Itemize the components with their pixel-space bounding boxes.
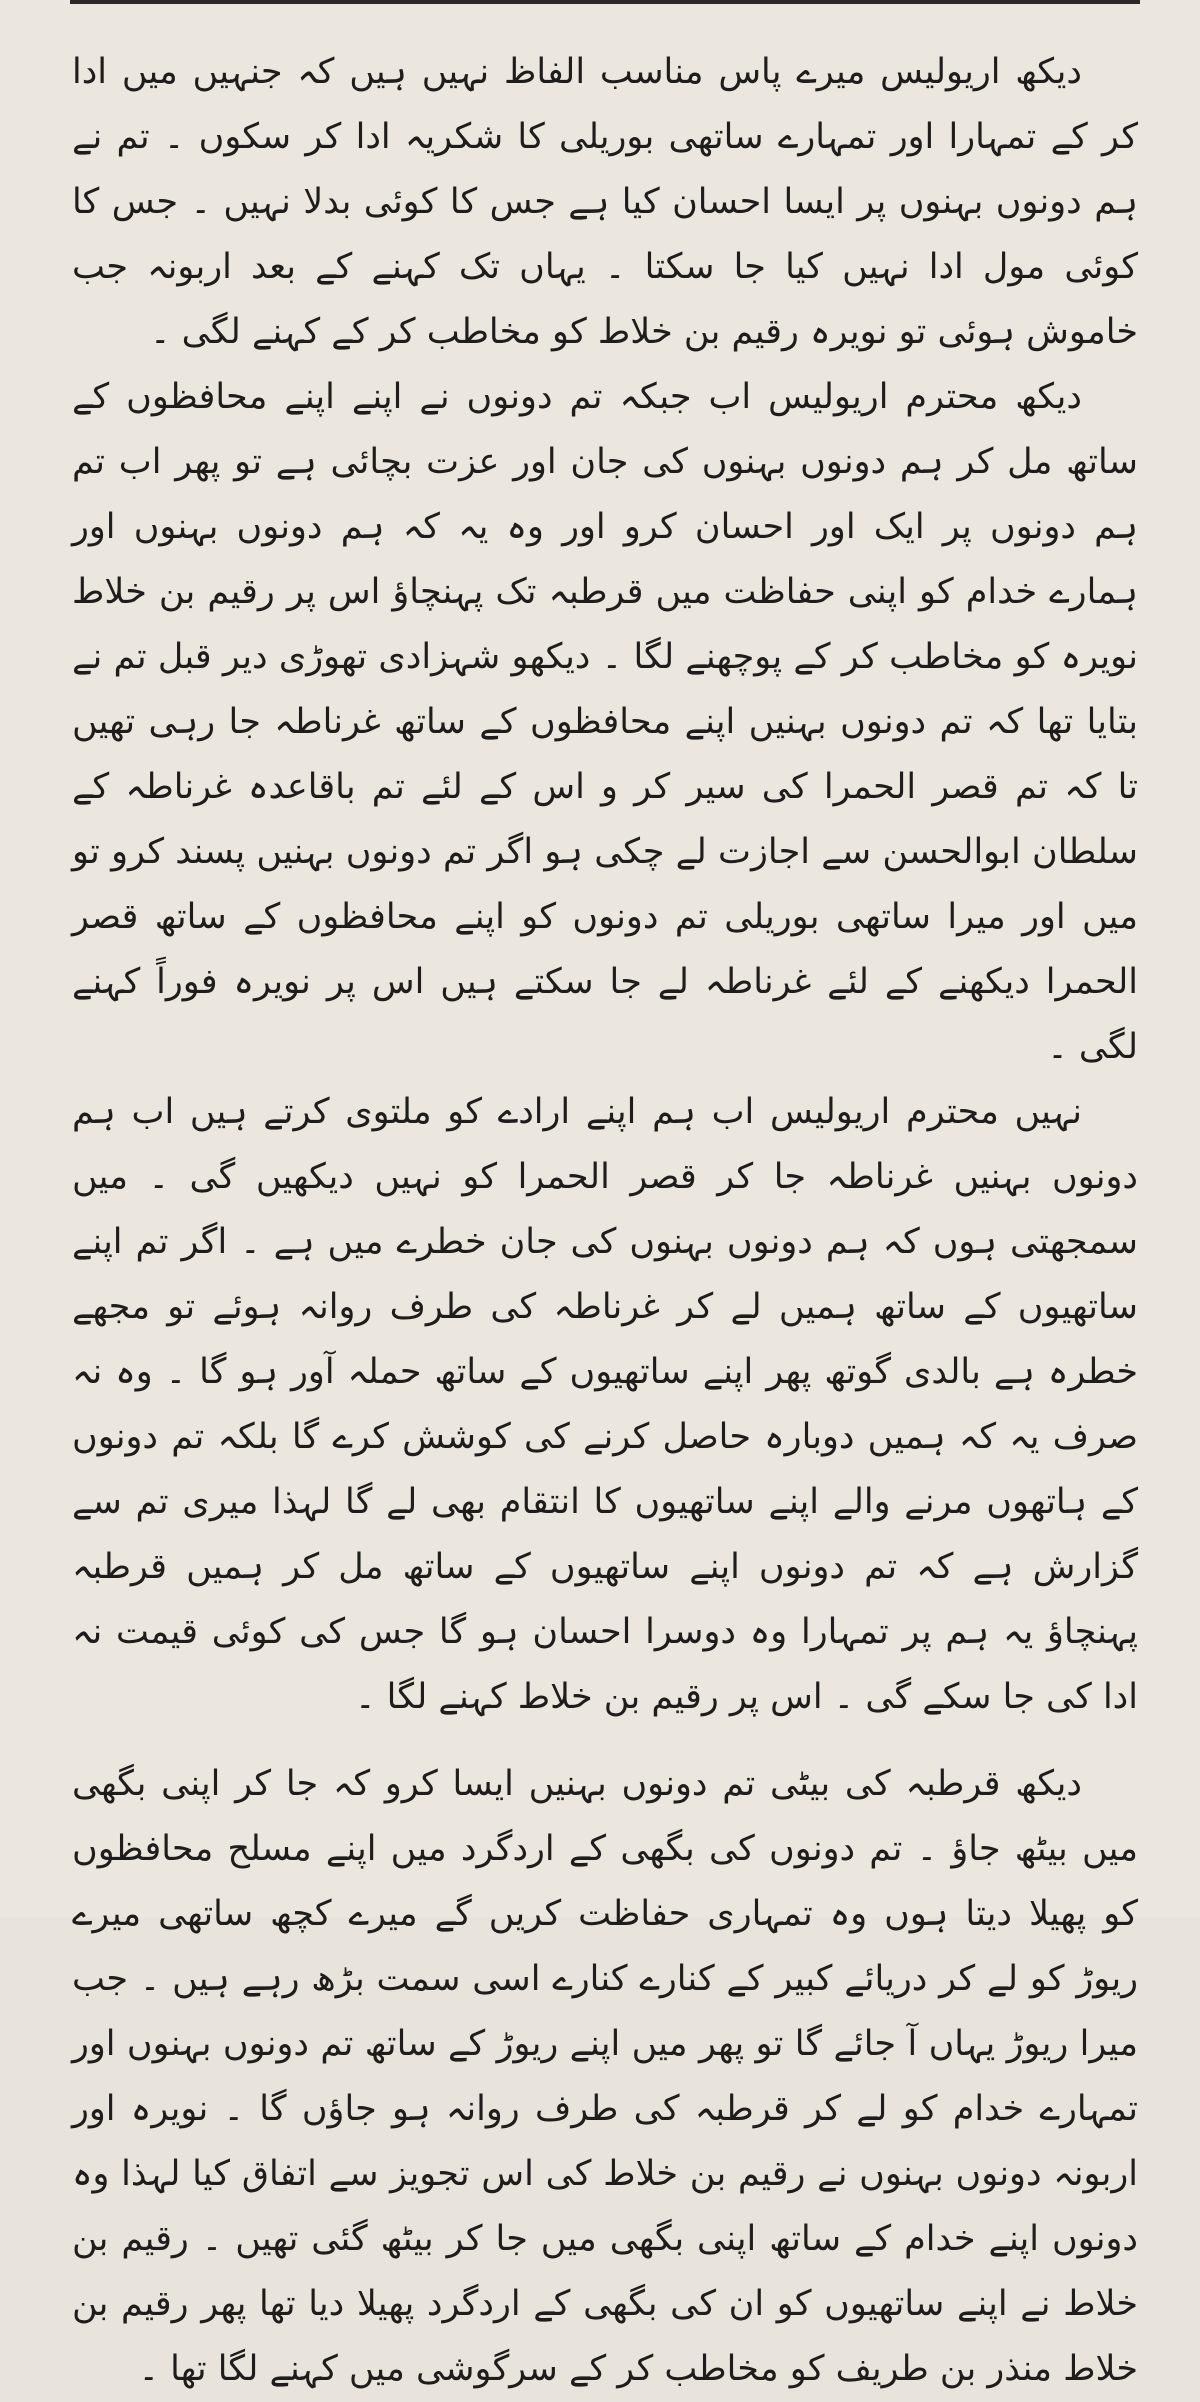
paragraph-3: نہیں محترم اریولیس اب ہم اپنے ارادے کو ملتوی کرتے ہیں اب ہم دونوں بہنیں غرناطہ جا کر قصر الحمرا کو نہیں دیکھیں گی ۔ میں سمجھتی ہوں کہ ہم دونوں بہنوں کی جان خطرے میں ہے ۔ اگر تم اپنے ساتھیوں کے ساتھ ہمیں لے کر غرناطہ کی طرف روانہ ہوئے تو مجھے خطرہ ہے بالدی گوتھ پھر اپنے ساتھیوں کے ساتھ حملہ آور ہو گا ۔ وہ نہ صرف یہ کہ ہمیں دوبارہ حاصل کرنے کی کوشش کرے گا بلکہ تم دونوں کے ہاتھوں مرنے والے اپنے ساتھیوں کا انتقام بھی لے گا لہذا میری تم سے گزارش ہے کہ تم دونوں اپنے ساتھیوں کے ساتھ مل کر ہمیں قرطبہ پہنچاؤ یہ ہم پر تمہارا وہ دوسرا احسان ہو گا جس کی کوئی قیمت نہ ادا کی جا سکے گی ۔ اس پر رقیم بن خلاط کہنے لگا ۔	[72, 1092, 1138, 1717]
top-border-line	[70, 0, 1140, 4]
paragraph-4: دیکھ قرطبہ کی بیٹی تم دونوں بہنیں ایسا کرو کہ جا کر اپنی بگھی میں بیٹھ جاؤ ۔ تم دونوں کی بگھی کے اردگرد میں اپنے مسلح محافظوں کو پھیلا دیتا ہوں وہ تمہاری حفاظت کریں گے میرے کچھ ساتھی میرے ریوڑ کو لے کر دریائے کبیر کے کنارے کنارے اسی سمت بڑھ رہے ہیں ۔ جب میرا ریوڑ یہاں آ جائے گا تو پھر میں اپنے ریوڑ کے ساتھ تم دونوں بہنوں اور تمہارے خدام کو لے کر قرطبہ کی طرف روانہ ہو جاؤں گا ۔ نویرہ اور اربونہ دونوں بہنوں نے رقیم بن خلاط کی اس تجویز سے اتفاق کیا لہذا وہ دونوں اپنے خدام کے ساتھ اپنی بگھی میں جا کر بیٹھ گئی تھیں ۔ رقیم بن خلاط نے اپنے ساتھیوں کو ان کی بگھی کے اردگرد پھیلا دیا تھا پھر رقیم بن خلاط منذر بن طریف کو مخاطب کر کے سرگوشی میں کہنے لگا تھا ۔	[72, 1764, 1138, 2389]
paragraph-1: دیکھ اریولیس میرے پاس مناسب الفاظ نہیں ہیں کہ جنہیں میں ادا کر کے تمہارا اور تمہارے ساتھی بوریلی کا شکریہ ادا کر سکوں ۔ تم نے ہم دونوں بہنوں پر ایسا احسان کیا ہے جس کا کوئی بدلا نہیں ۔ جس کا کوئی مول ادا نہیں کیا جا سکتا ۔ یہاں تک کہنے کے بعد اربونہ جب خاموش ہوئی تو نویرہ رقیم بن خلاط کو مخاطب کر کے کہنے لگی ۔	[72, 52, 1138, 352]
paragraph-2: دیکھ محترم اریولیس اب جبکہ تم دونوں نے اپنے اپنے محافظوں کے ساتھ مل کر ہم دونوں بہنوں کی جان اور عزت بچائی ہے تو پھر اب تم ہم دونوں پر ایک اور احسان کرو اور وہ یہ کہ ہم دونوں بہنوں اور ہمارے خدام کو اپنی حفاظت میں قرطبہ تک پہنچاؤ اس پر رقیم بن خلاط نویرہ کو مخاطب کر کے پوچھنے لگا ۔ دیکھو شہزادی تھوڑی دیر قبل تم نے بتایا تھا کہ تم دونوں بہنیں اپنے محافظوں کے ساتھ غرناطہ جا رہی تھیں تا کہ تم قصر الحمرا کی سیر کر و اس کے لئے تم باقاعدہ غرناطہ کے سلطان ابوالحسن سے اجازت لے چکی ہو اگر تم دونوں بہنیں پسند کرو تو میں اور میرا ساتھی بوریلی تم دونوں کو اپنے محافظوں کے ساتھ قصر الحمرا دیکھنے کے لئے غرناطہ لے جا سکتے ہیں اس پر نویرہ فوراً کہنے لگی ۔	[72, 377, 1138, 1067]
